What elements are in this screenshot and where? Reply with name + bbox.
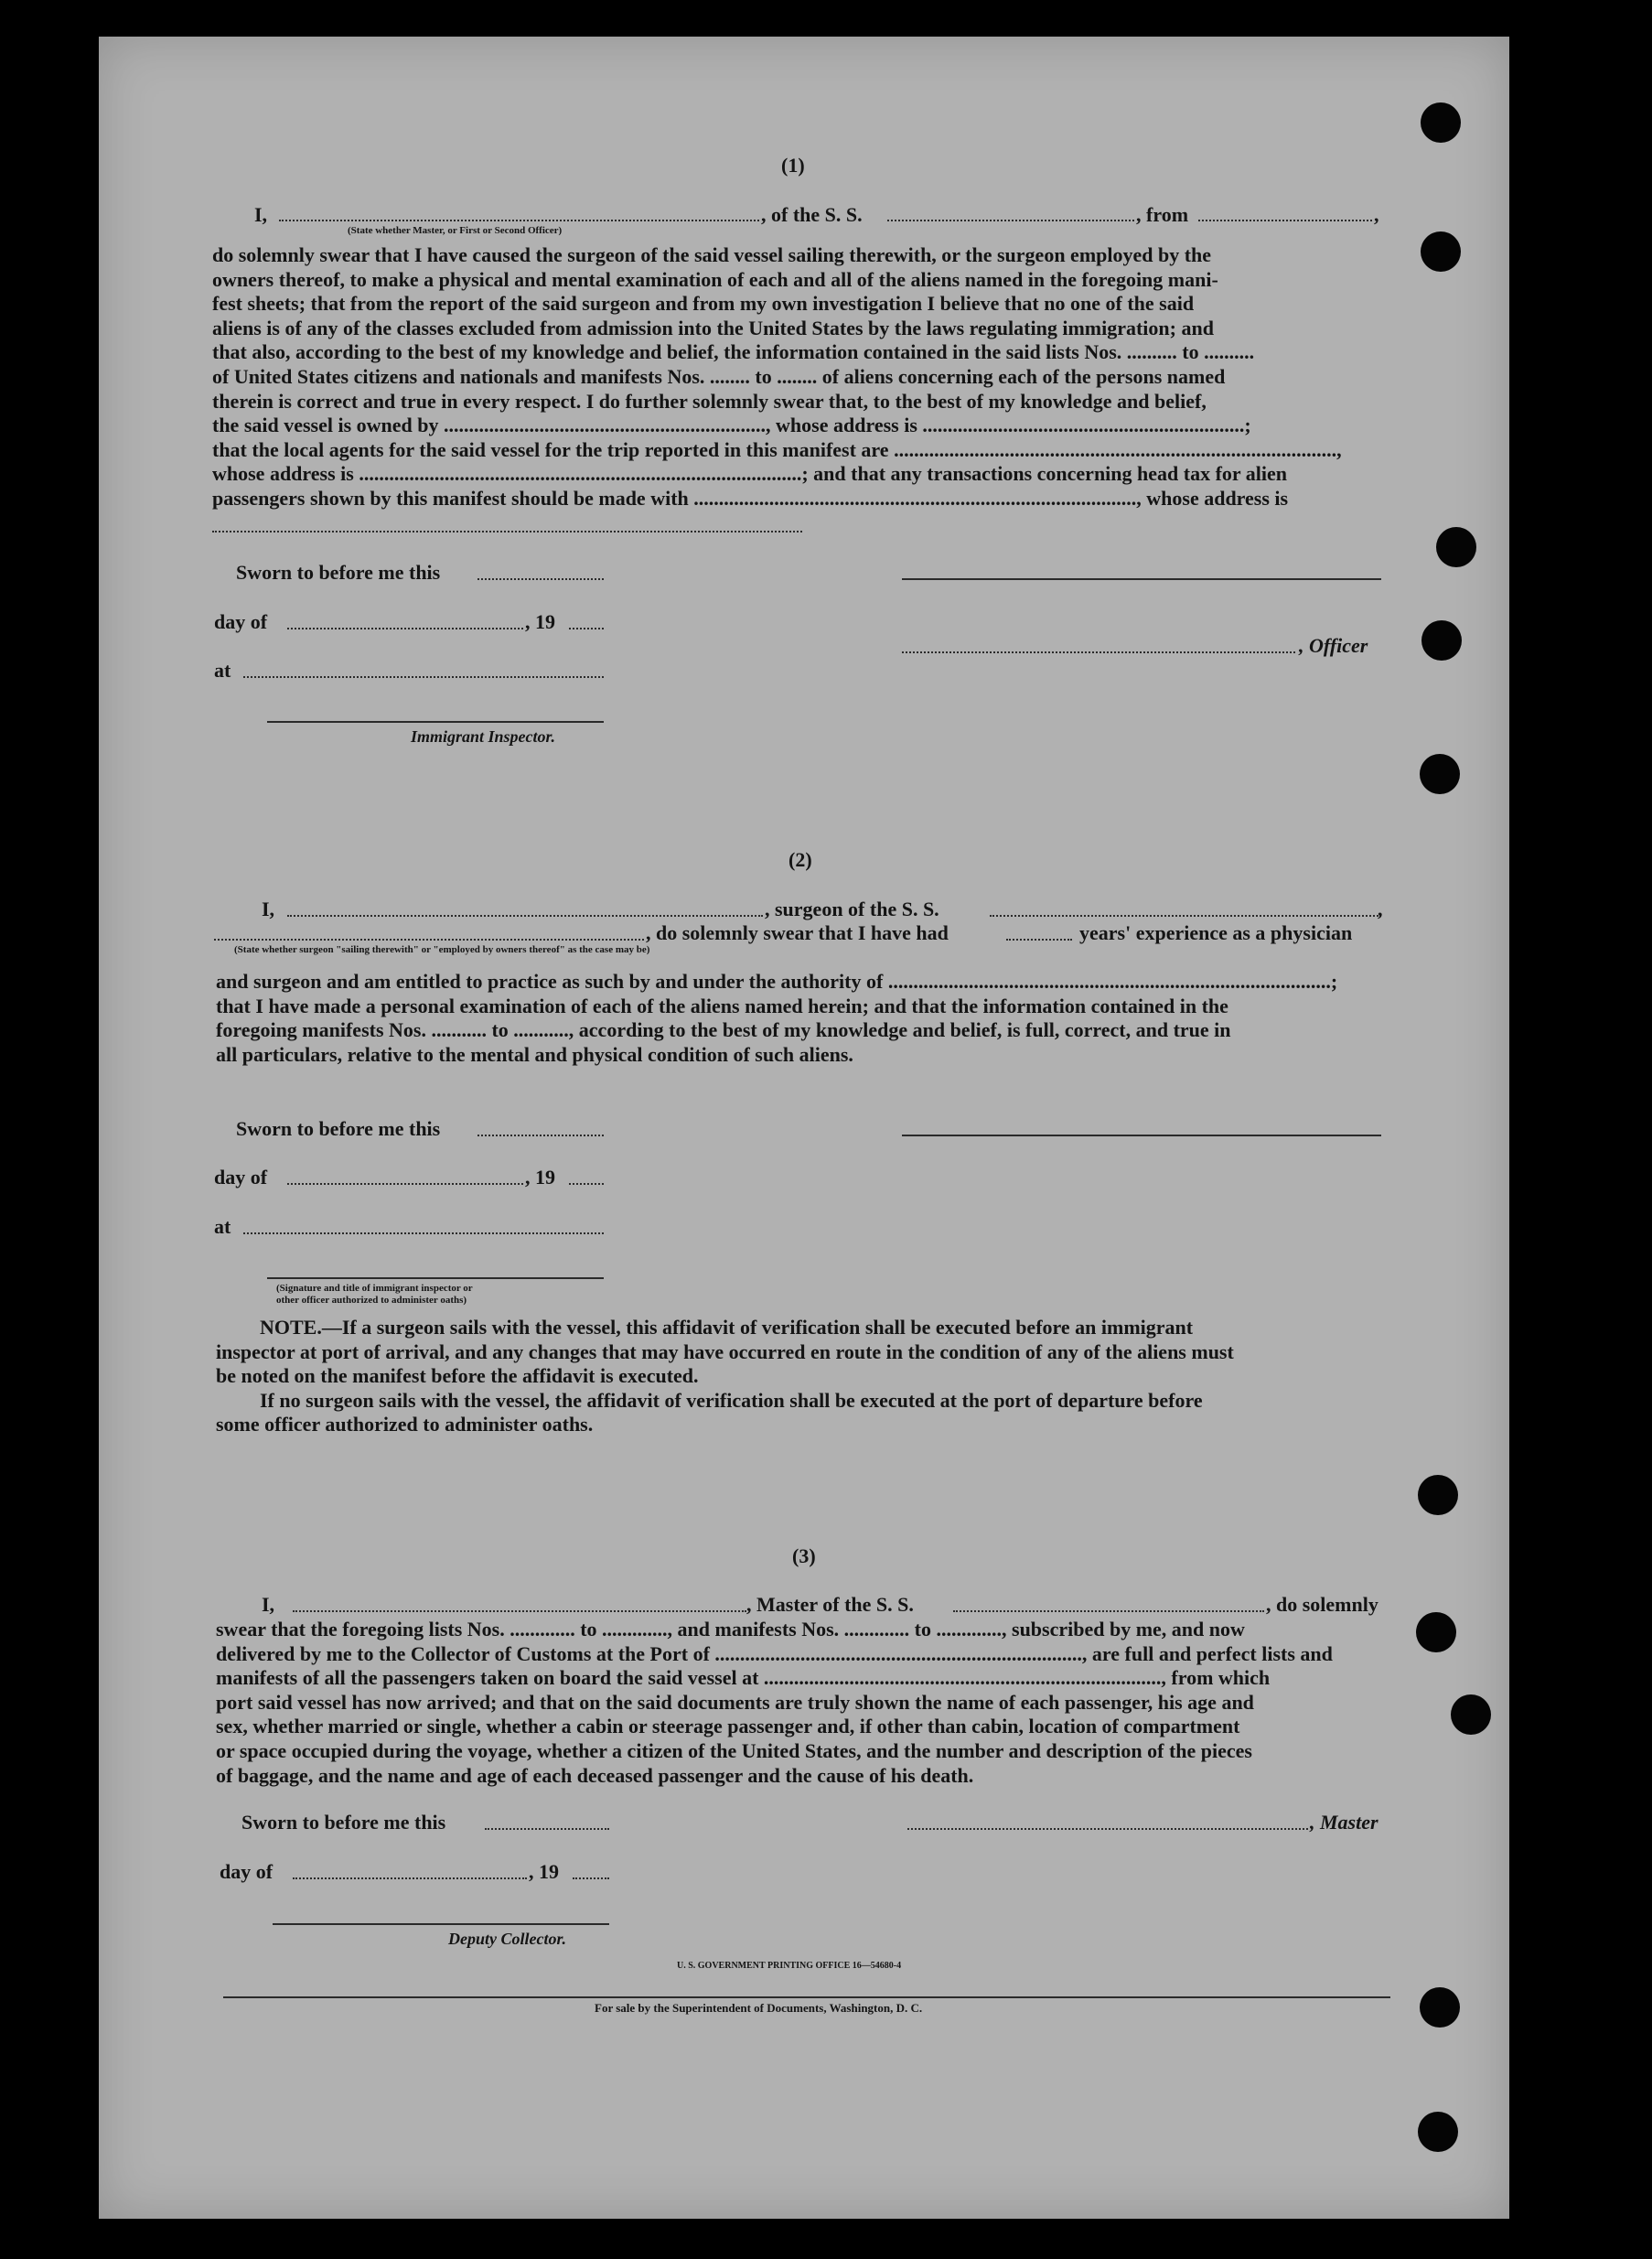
section-1-number: (1) xyxy=(781,154,805,177)
sec1-line: owners thereof, to make a physical and mental examination of each and all of the aliens named in the foregoing mani- xyxy=(212,267,1218,291)
punch-hole xyxy=(1421,620,1462,661)
sec2-i-label: I, xyxy=(262,898,275,920)
sec1-line: do solemnly swear that I have caused the surgeon of the said vessel sailing therewith, or the surgeon employed by the xyxy=(212,243,1212,266)
sec3-line: or space occupied during the voyage, whether a citizen of the United States, and the number and description of the pieces xyxy=(216,1738,1252,1762)
sec1-year-label: , 19 xyxy=(525,610,555,633)
sec1-line: aliens is of any of the classes excluded from admission into the United States by the laws regulating immigration; and xyxy=(212,316,1214,339)
surgeon-type-field[interactable] xyxy=(214,939,644,941)
sec3-master-signature-field[interactable] xyxy=(907,1828,1308,1830)
sec1-officer-signature-line[interactable] xyxy=(902,578,1381,580)
surgeon-name-field[interactable] xyxy=(287,915,763,917)
punch-hole xyxy=(1418,2112,1458,2152)
sec1-sworn-date-field[interactable] xyxy=(477,578,604,580)
for-sale-notice: For sale by the Superintendent of Documents, Washington, D. C. xyxy=(595,2001,923,2015)
sec2-surgeon-of-label: , surgeon of the S. S. xyxy=(765,898,939,920)
sec2-years-label: years' experience as a physician xyxy=(1079,921,1353,944)
sec1-comma: , xyxy=(1374,203,1379,226)
note-line: inspector at port of arrival, and any changes that may have occurred en route in the condition of any of the aliens must xyxy=(216,1339,1234,1363)
punch-hole xyxy=(1421,231,1461,272)
sec2-signature-note-1: (Signature and title of immigrant inspector or xyxy=(276,1283,473,1294)
sec2-oath-paragraph xyxy=(216,970,1387,1067)
footer-rule xyxy=(223,1996,1390,1998)
note-line: be noted on the manifest before the affidavit is executed. xyxy=(216,1364,699,1388)
punch-hole xyxy=(1420,1987,1460,2028)
section-3-number: (3) xyxy=(792,1544,816,1567)
sec1-line: passengers shown by this manifest should be made with ........................................................................................, whose address is xyxy=(212,486,1289,510)
punch-hole xyxy=(1416,1612,1456,1652)
note-line: NOTE.—If a surgeon sails with the vessel, this affidavit of verification shall be executed before an immigrant xyxy=(260,1316,1194,1339)
sec1-line: therein is correct and true in every respect. I do further solemnly swear that, to the best of my knowledge and belief, xyxy=(212,389,1207,413)
note-line: some officer authorized to administer oaths. xyxy=(216,1413,594,1436)
sec1-oath-paragraph xyxy=(212,243,1383,511)
printing-office-imprint: U. S. GOVERNMENT PRINTING OFFICE 16—54680-4 xyxy=(677,1961,902,1971)
sec2-day-of-label: day of xyxy=(214,1166,268,1189)
sec2-do-swear-label: , do solemnly swear that I have had xyxy=(646,921,949,944)
sec3-master-name-field[interactable] xyxy=(293,1610,746,1612)
punch-hole xyxy=(1436,527,1476,567)
sec3-sworn-date-field[interactable] xyxy=(485,1828,609,1830)
sec1-from-label: , from xyxy=(1136,203,1189,226)
sec2-sworn-label: Sworn to before me this xyxy=(236,1117,441,1140)
sec2-sworn-date-field[interactable] xyxy=(477,1135,604,1136)
sec2-year-field[interactable] xyxy=(569,1183,604,1185)
punch-hole xyxy=(1418,1475,1458,1515)
sec1-line: that the local agents for the said vessel for the trip reported in this manifest are ........................................................................................, xyxy=(212,437,1342,461)
sec3-deputy-label: Deputy Collector. xyxy=(448,1930,566,1948)
master-name-field[interactable] xyxy=(279,220,759,221)
sec1-line: whose address is ........................................................................................; and that any transactions concerning head tax for alien xyxy=(212,462,1288,486)
sec1-i-label: I, xyxy=(254,203,268,226)
master-officer-note: (State whether Master, or First or Second Officer) xyxy=(348,225,563,236)
punch-hole xyxy=(1420,754,1460,794)
punch-hole xyxy=(1451,1694,1491,1735)
sec2-note-paragraph xyxy=(216,1316,1387,1437)
sec2-comma: , xyxy=(1378,898,1383,920)
sec1-day-field[interactable] xyxy=(287,628,523,629)
sec2-inspector-signature-line[interactable] xyxy=(267,1277,604,1279)
sec1-line: the said vessel is owned by ................................................................, whose address is ................................................................; xyxy=(212,414,1251,437)
sec1-at-label: at xyxy=(214,659,231,682)
sec3-i-label: I, xyxy=(262,1593,275,1616)
sec3-sworn-label: Sworn to before me this xyxy=(241,1811,446,1834)
sec1-inspector-signature-line[interactable] xyxy=(267,721,604,723)
sec1-line: of United States citizens and nationals and manifests Nos. ........ to ........ of aliens concerning each of the persons named xyxy=(212,364,1226,388)
punch-hole xyxy=(1421,102,1461,143)
sec2-line: foregoing manifests Nos. ........... to ..........., according to the best of my knowledge and belief, is full, correct, and true in xyxy=(216,1018,1231,1042)
sec1-at-field[interactable] xyxy=(243,676,604,678)
sec2-line: and surgeon and am entitled to practice as such by and under the authority of ........................................................................................; xyxy=(216,970,1338,993)
sec3-day-of-label: day of xyxy=(220,1860,274,1883)
departure-port-field[interactable] xyxy=(1198,220,1372,221)
sec2-at-label: at xyxy=(214,1215,231,1238)
sec2-line: all particulars, relative to the mental and physical condition of such aliens. xyxy=(216,1042,853,1066)
sec3-line: manifests of all the passengers taken on board the said vessel at ..............................................................................., from which xyxy=(216,1666,1271,1690)
sec3-line: port said vessel has now arrived; and that on the said documents are truly shown the name of each passenger, his age and xyxy=(216,1690,1254,1714)
sec1-year-field[interactable] xyxy=(569,628,604,629)
sec1-of-ss-label: , of the S. S. xyxy=(761,203,863,226)
sec3-do-solemnly-label: , do solemnly xyxy=(1266,1593,1378,1616)
sec3-year-label: , 19 xyxy=(529,1860,559,1883)
sec1-officer-label: , Officer xyxy=(1299,634,1368,657)
sec3-line: swear that the foregoing lists Nos. ............. to ............., and manifests Nos. ............. to ............., subscribed by me, and now xyxy=(216,1618,1245,1640)
sec3-master-label: , Master xyxy=(1310,1811,1378,1834)
sec2-vessel-field[interactable] xyxy=(990,915,1381,917)
sec2-line: that I have made a personal examination of each of the aliens named herein; and that the information contained in the xyxy=(216,994,1228,1017)
sec3-line: of baggage, and the name and age of each deceased passenger and the cause of his death. xyxy=(216,1763,974,1787)
section-2-number: (2) xyxy=(788,848,812,871)
sec1-line: that also, according to the best of my knowledge and belief, the information contained in the said lists Nos. .......... to .......... xyxy=(212,340,1255,364)
sec1-officer-name-field[interactable] xyxy=(902,651,1295,653)
sec2-year-label: , 19 xyxy=(525,1166,555,1189)
sec3-vessel-field[interactable] xyxy=(953,1610,1264,1612)
sec2-signature-note-2: other officer authorized to administer oaths) xyxy=(276,1295,467,1306)
note-line: If no surgeon sails with the vessel, the affidavit of verification shall be executed at the port of departure before xyxy=(260,1388,1203,1412)
sec1-inspector-label: Immigrant Inspector. xyxy=(411,727,556,746)
sec1-line: fest sheets; that from the report of the said surgeon and from my own investigation I believe that no one of the said xyxy=(212,292,1195,316)
sec3-master-of-label: , Master of the S. S. xyxy=(746,1593,914,1616)
sec3-line: sex, whether married or single, whether a cabin or steerage passenger and, if other than cabin, location of compartment xyxy=(216,1715,1240,1738)
sec3-oath-paragraph xyxy=(216,1618,1387,1788)
sec2-surgeon-signature-line[interactable] xyxy=(902,1135,1381,1136)
sec3-collector-signature-line[interactable] xyxy=(273,1923,609,1925)
years-experience-field[interactable] xyxy=(1006,939,1072,941)
sec1-day-of-label: day of xyxy=(214,610,268,633)
sec2-at-field[interactable] xyxy=(243,1232,604,1234)
sec3-day-field[interactable] xyxy=(293,1877,527,1879)
sec3-line: delivered by me to the Collector of Customs at the Port of ........................................................................., are full and perfect lists and xyxy=(216,1641,1333,1665)
sec3-year-field[interactable] xyxy=(573,1877,609,1879)
sec2-day-field[interactable] xyxy=(287,1183,523,1185)
surgeon-type-note: (State whether surgeon "sailing therewith" or "employed by owners thereof" as the case may be) xyxy=(234,944,650,955)
agent-address-field[interactable] xyxy=(212,531,802,532)
sec1-sworn-label: Sworn to before me this xyxy=(236,561,441,584)
vessel-name-field[interactable] xyxy=(887,220,1134,221)
